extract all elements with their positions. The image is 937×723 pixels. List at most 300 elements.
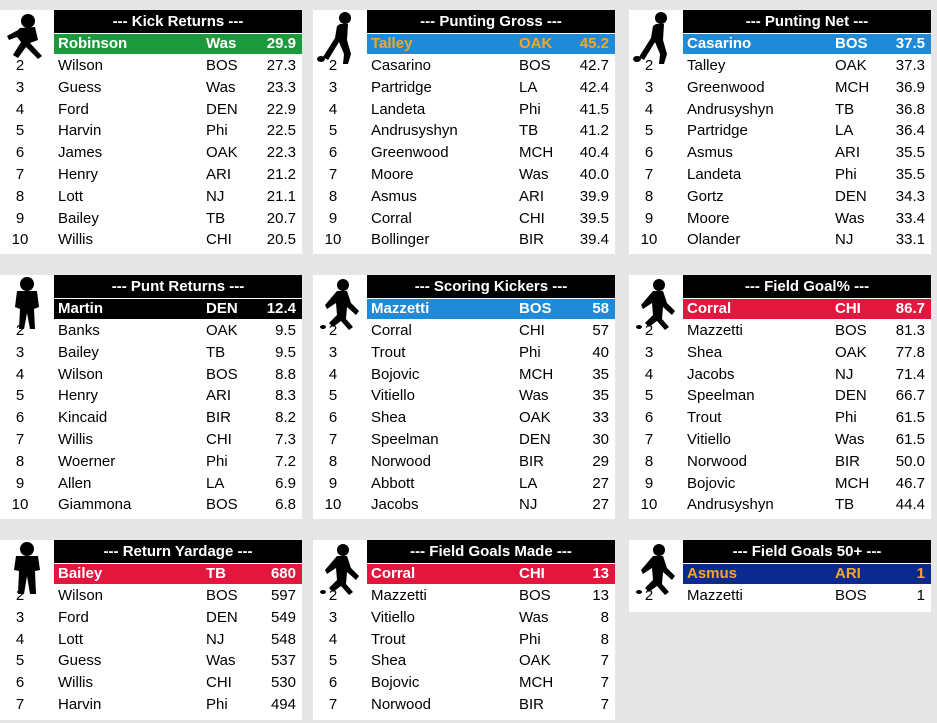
team-cell: ARI: [835, 144, 861, 162]
player-name: Talley: [687, 57, 726, 74]
table-row[interactable]: [313, 77, 615, 99]
player-name: Andrusyshyn: [687, 496, 774, 514]
table-row[interactable]: [313, 320, 615, 342]
value-cell: 7.3: [275, 430, 296, 448]
player-name: Harvin: [58, 695, 102, 713]
table-row[interactable]: [313, 120, 615, 142]
player-name: Norwood: [687, 452, 748, 470]
team-cell: BOS: [206, 365, 238, 383]
team-cell: BIR: [519, 231, 545, 249]
value-cell: 61.5: [895, 409, 925, 427]
rank-cell: 5: [644, 122, 654, 140]
team-cell: NJ: [206, 187, 225, 205]
player-name: Mazzetti: [371, 587, 427, 604]
leader-row[interactable]: [683, 34, 931, 54]
team-cell: TB: [835, 100, 855, 118]
rank-cell: 3: [644, 78, 654, 96]
team-cell: NJ: [835, 365, 854, 383]
rank-cell: 7: [15, 430, 25, 448]
table-row[interactable]: [629, 473, 931, 495]
rank-cell: 7: [15, 165, 25, 183]
team-cell: ARI: [519, 187, 545, 205]
team-cell: TB: [835, 496, 855, 514]
table-row[interactable]: [0, 629, 302, 651]
team-cell: BIR: [206, 409, 232, 427]
rank-cell: 9: [644, 209, 654, 227]
leader-value: 86.7: [895, 300, 925, 317]
table-row[interactable]: [0, 585, 302, 607]
table-row[interactable]: [0, 164, 302, 186]
value-cell: 22.5: [266, 122, 296, 140]
leader-team: BOS: [519, 300, 552, 317]
leader-value: 29.9: [266, 35, 296, 52]
player-name: Woerner: [58, 452, 116, 470]
table-row[interactable]: [313, 672, 615, 694]
player-name: Landeta: [687, 165, 742, 183]
value-cell: 21.2: [266, 165, 296, 183]
rank-cell: 4: [328, 100, 338, 118]
leader-row[interactable]: [367, 34, 615, 54]
player-name: Asmus: [687, 144, 733, 162]
rank-cell: 6: [15, 674, 25, 692]
value-cell: 81.3: [895, 322, 925, 339]
panel-punting-gross: [313, 10, 615, 254]
value-cell: 8.2: [275, 409, 296, 427]
table-row[interactable]: [0, 142, 302, 164]
leader-row[interactable]: [54, 299, 302, 319]
player-name: Wilson: [58, 57, 104, 74]
team-cell: Phi: [206, 452, 228, 470]
value-cell: 40.4: [579, 144, 609, 162]
rank-cell: 7: [644, 165, 654, 183]
team-cell: Phi: [206, 122, 228, 140]
leader-team: CHI: [835, 300, 861, 317]
rank-cell: 8: [644, 452, 654, 470]
rank-cell: 2: [328, 587, 338, 604]
leader-row[interactable]: [54, 34, 302, 54]
value-cell: 66.7: [895, 387, 925, 405]
table-row[interactable]: [313, 99, 615, 121]
value-cell: 549: [270, 608, 296, 626]
table-row[interactable]: [0, 385, 302, 407]
rank-cell: 9: [644, 474, 654, 492]
rank-cell: 6: [328, 674, 338, 692]
player-name: Speelman: [687, 387, 755, 405]
rank-cell: 2: [328, 57, 338, 74]
table-row[interactable]: [629, 494, 931, 516]
panel-title: --- Scoring Kickers ---: [367, 275, 615, 298]
rank-cell: 3: [644, 343, 654, 361]
table-row[interactable]: [313, 607, 615, 629]
panel-title: --- Kick Returns ---: [54, 10, 302, 33]
player-name: Willis: [58, 231, 93, 249]
value-cell: 41.2: [579, 122, 609, 140]
player-name: Jacobs: [371, 496, 419, 514]
value-cell: 36.8: [895, 100, 925, 118]
team-cell: OAK: [835, 57, 867, 74]
team-cell: NJ: [519, 496, 538, 514]
team-cell: LA: [835, 122, 854, 140]
ranking-list: [629, 585, 931, 607]
team-cell: DEN: [206, 100, 238, 118]
table-row[interactable]: [0, 650, 302, 672]
table-row[interactable]: [313, 629, 615, 651]
value-cell: 20.7: [266, 209, 296, 227]
leader-name: Asmus: [687, 565, 738, 582]
player-name: Moore: [371, 165, 414, 183]
team-cell: OAK: [206, 144, 238, 162]
value-cell: 23.3: [266, 78, 296, 96]
leader-value: 45.2: [579, 35, 609, 52]
leader-row[interactable]: [683, 299, 931, 319]
player-name: Abbott: [371, 474, 415, 492]
leader-row[interactable]: [367, 564, 615, 584]
team-cell: Phi: [835, 409, 857, 427]
team-cell: MCH: [519, 365, 554, 383]
rank-cell: 3: [15, 343, 25, 361]
team-cell: LA: [519, 474, 538, 492]
team-cell: DEN: [835, 187, 867, 205]
team-cell: MCH: [519, 144, 554, 162]
panel-title: --- Field Goals 50+ ---: [683, 540, 931, 563]
player-name: Allen: [58, 474, 92, 492]
table-row[interactable]: [629, 120, 931, 142]
table-row[interactable]: [313, 164, 615, 186]
player-name: Shea: [687, 343, 723, 361]
rank-cell: 6: [328, 144, 338, 162]
panel-title: --- Punt Returns ---: [54, 275, 302, 298]
rank-cell: 4: [328, 365, 338, 383]
table-row[interactable]: [313, 429, 615, 451]
leader-name: Mazzetti: [371, 300, 430, 317]
table-row[interactable]: [0, 429, 302, 451]
leader-name: Corral: [371, 565, 416, 582]
value-cell: 494: [270, 695, 296, 713]
value-cell: 44.4: [895, 496, 925, 514]
table-row[interactable]: [629, 229, 931, 251]
team-cell: ARI: [206, 387, 232, 405]
leader-row[interactable]: [367, 299, 615, 319]
team-cell: Phi: [206, 695, 228, 713]
table-row[interactable]: [629, 77, 931, 99]
table-row[interactable]: [629, 385, 931, 407]
team-cell: ARI: [206, 165, 232, 183]
player-name: Trout: [371, 343, 406, 361]
team-cell: BOS: [519, 57, 551, 74]
table-row[interactable]: [629, 99, 931, 121]
leader-value: 680: [270, 565, 296, 582]
table-row[interactable]: [0, 55, 302, 77]
rank-cell: 10: [640, 496, 658, 514]
value-cell: 597: [270, 587, 296, 604]
rank-cell: 6: [644, 409, 654, 427]
player-name: Vitiello: [371, 387, 415, 405]
player-name: Bailey: [58, 209, 99, 227]
table-row[interactable]: [0, 694, 302, 716]
table-row[interactable]: [629, 429, 931, 451]
player-name: Trout: [371, 630, 406, 648]
table-row[interactable]: [313, 342, 615, 364]
table-row[interactable]: [629, 55, 931, 77]
table-row[interactable]: [313, 208, 615, 230]
value-cell: 7: [600, 674, 609, 692]
player-name: Andrusyshyn: [687, 100, 774, 118]
team-cell: Was: [519, 387, 549, 405]
table-row[interactable]: [313, 364, 615, 386]
table-row[interactable]: [313, 585, 615, 607]
table-row[interactable]: [629, 451, 931, 473]
team-cell: NJ: [835, 231, 854, 249]
player-name: James: [58, 144, 103, 162]
table-row[interactable]: [629, 320, 931, 342]
value-cell: 50.0: [895, 452, 925, 470]
table-row[interactable]: [629, 142, 931, 164]
value-cell: 7: [600, 652, 609, 670]
table-row[interactable]: [0, 99, 302, 121]
table-row[interactable]: [0, 407, 302, 429]
panel-scoring-kickers: [313, 275, 615, 519]
player-name: Trout: [687, 409, 722, 427]
table-row[interactable]: [629, 585, 931, 607]
team-cell: CHI: [206, 231, 232, 249]
value-cell: 42.4: [579, 78, 609, 96]
player-name: Gortz: [687, 187, 724, 205]
team-cell: BOS: [835, 587, 867, 604]
team-cell: OAK: [519, 409, 551, 427]
ranking-list: [0, 320, 302, 516]
rank-cell: 2: [644, 57, 654, 74]
team-cell: Was: [206, 78, 236, 96]
ranking-list: [0, 585, 302, 716]
team-cell: Was: [519, 608, 549, 626]
table-row[interactable]: [629, 407, 931, 429]
panel-title: --- Field Goals Made ---: [367, 540, 615, 563]
player-name: Landeta: [371, 100, 426, 118]
panel-return-yardage: [0, 540, 302, 720]
value-cell: 33: [592, 409, 609, 427]
rank-cell: 2: [644, 322, 654, 339]
value-cell: 39.5: [579, 209, 609, 227]
team-cell: DEN: [835, 387, 867, 405]
value-cell: 61.5: [895, 430, 925, 448]
team-cell: LA: [519, 78, 538, 96]
rank-cell: 8: [15, 187, 25, 205]
value-cell: 6.9: [275, 474, 296, 492]
rank-cell: 9: [328, 209, 338, 227]
panel-title: --- Punting Net ---: [683, 10, 931, 33]
player-name: Mazzetti: [687, 587, 743, 604]
table-row[interactable]: [0, 208, 302, 230]
table-row[interactable]: [313, 407, 615, 429]
panel-punt-returns: [0, 275, 302, 519]
rank-cell: 8: [328, 452, 338, 470]
rank-cell: 5: [15, 387, 25, 405]
team-cell: LA: [206, 474, 225, 492]
rank-cell: 4: [15, 100, 25, 118]
team-cell: CHI: [206, 430, 232, 448]
leader-team: CHI: [519, 565, 545, 582]
rank-cell: 5: [15, 122, 25, 140]
table-row[interactable]: [313, 385, 615, 407]
table-row[interactable]: [0, 607, 302, 629]
player-name: Asmus: [371, 187, 417, 205]
table-row[interactable]: [0, 451, 302, 473]
player-name: Jacobs: [687, 365, 735, 383]
table-row[interactable]: [313, 473, 615, 495]
value-cell: 30: [592, 430, 609, 448]
player-name: Kincaid: [58, 409, 108, 427]
table-row[interactable]: [0, 672, 302, 694]
table-row[interactable]: [0, 473, 302, 495]
player-name: Henry: [58, 387, 99, 405]
player-name: Bojovic: [371, 674, 420, 692]
team-cell: OAK: [519, 652, 551, 670]
value-cell: 33.1: [895, 231, 925, 249]
leader-value: 12.4: [266, 300, 296, 317]
team-cell: Was: [835, 209, 865, 227]
value-cell: 22.9: [266, 100, 296, 118]
table-row[interactable]: [0, 229, 302, 251]
value-cell: 27: [592, 474, 609, 492]
value-cell: 35.5: [895, 165, 925, 183]
team-cell: CHI: [519, 209, 545, 227]
rank-cell: 4: [15, 365, 25, 383]
table-row[interactable]: [629, 186, 931, 208]
team-cell: DEN: [519, 430, 551, 448]
table-row[interactable]: [313, 650, 615, 672]
rank-cell: 8: [644, 187, 654, 205]
value-cell: 39.4: [579, 231, 609, 249]
value-cell: 35: [592, 387, 609, 405]
player-name: Henry: [58, 165, 99, 183]
value-cell: 27.3: [266, 57, 296, 74]
leader-name: Casarino: [687, 35, 752, 52]
team-cell: MCH: [835, 474, 870, 492]
player-name: Shea: [371, 409, 407, 427]
table-row[interactable]: [0, 364, 302, 386]
team-cell: OAK: [835, 343, 867, 361]
rank-cell: 5: [328, 387, 338, 405]
team-cell: MCH: [519, 674, 554, 692]
panel-field-goal-pct: [629, 275, 931, 519]
table-row[interactable]: [313, 229, 615, 251]
rank-cell: 9: [328, 474, 338, 492]
rank-cell: 2: [15, 587, 25, 604]
player-name: Bailey: [58, 343, 99, 361]
table-row[interactable]: [313, 694, 615, 716]
panel-title: --- Return Yardage ---: [54, 540, 302, 563]
player-name: Partridge: [687, 122, 748, 140]
leader-team: Was: [206, 35, 237, 52]
value-cell: 46.7: [895, 474, 925, 492]
player-name: Casarino: [371, 57, 432, 74]
table-row[interactable]: [0, 320, 302, 342]
team-cell: BOS: [835, 322, 867, 339]
leader-row[interactable]: [683, 564, 931, 584]
team-cell: DEN: [206, 608, 238, 626]
rank-cell: 2: [328, 322, 338, 339]
table-row[interactable]: [313, 142, 615, 164]
team-cell: BIR: [519, 695, 545, 713]
table-row[interactable]: [0, 494, 302, 516]
team-cell: MCH: [835, 78, 870, 96]
team-cell: NJ: [206, 630, 225, 648]
leader-name: Bailey: [58, 565, 103, 582]
player-name: Ford: [58, 100, 89, 118]
player-name: Bojovic: [371, 365, 420, 383]
table-row[interactable]: [313, 451, 615, 473]
table-row[interactable]: [313, 494, 615, 516]
table-row[interactable]: [0, 77, 302, 99]
team-cell: CHI: [206, 674, 232, 692]
value-cell: 9.5: [275, 343, 296, 361]
rank-cell: 5: [644, 387, 654, 405]
table-row[interactable]: [0, 120, 302, 142]
leader-value: 13: [592, 565, 609, 582]
team-cell: TB: [206, 343, 226, 361]
team-cell: Phi: [519, 100, 541, 118]
rank-cell: 7: [328, 430, 338, 448]
value-cell: 35: [592, 365, 609, 383]
leader-row[interactable]: [54, 564, 302, 584]
table-row[interactable]: [629, 208, 931, 230]
player-name: Norwood: [371, 695, 432, 713]
ranking-list: [313, 320, 615, 516]
leader-team: DEN: [206, 300, 238, 317]
value-cell: 71.4: [895, 365, 925, 383]
team-cell: OAK: [206, 322, 238, 339]
leader-name: Martin: [58, 300, 103, 317]
team-cell: BIR: [835, 452, 861, 470]
value-cell: 548: [270, 630, 296, 648]
rank-cell: 7: [644, 430, 654, 448]
table-row[interactable]: [313, 55, 615, 77]
value-cell: 537: [270, 652, 296, 670]
rank-cell: 3: [15, 78, 25, 96]
player-name: Olander: [687, 231, 741, 249]
rank-cell: 3: [15, 608, 25, 626]
table-row[interactable]: [313, 186, 615, 208]
table-row[interactable]: [629, 164, 931, 186]
rank-cell: 5: [328, 122, 338, 140]
ranking-list: [629, 55, 931, 251]
value-cell: 20.5: [266, 231, 296, 249]
team-cell: Phi: [519, 630, 541, 648]
player-name: Bollinger: [371, 231, 430, 249]
team-cell: BOS: [519, 587, 551, 604]
value-cell: 21.1: [266, 187, 296, 205]
team-cell: TB: [519, 122, 539, 140]
team-cell: Was: [519, 165, 549, 183]
ranking-list: [629, 320, 931, 516]
table-row[interactable]: [629, 342, 931, 364]
rank-cell: 8: [328, 187, 338, 205]
value-cell: 530: [270, 674, 296, 692]
rank-cell: 6: [15, 409, 25, 427]
table-row[interactable]: [0, 186, 302, 208]
table-row[interactable]: [629, 364, 931, 386]
value-cell: 7: [600, 695, 609, 713]
rank-cell: 4: [15, 630, 25, 648]
panel-title: --- Punting Gross ---: [367, 10, 615, 33]
table-row[interactable]: [0, 342, 302, 364]
player-name: Guess: [58, 78, 102, 96]
value-cell: 42.7: [579, 57, 609, 74]
rank-cell: 2: [15, 57, 25, 74]
player-name: Giammona: [58, 496, 132, 514]
rank-cell: 3: [328, 343, 338, 361]
rank-cell: 3: [328, 78, 338, 96]
